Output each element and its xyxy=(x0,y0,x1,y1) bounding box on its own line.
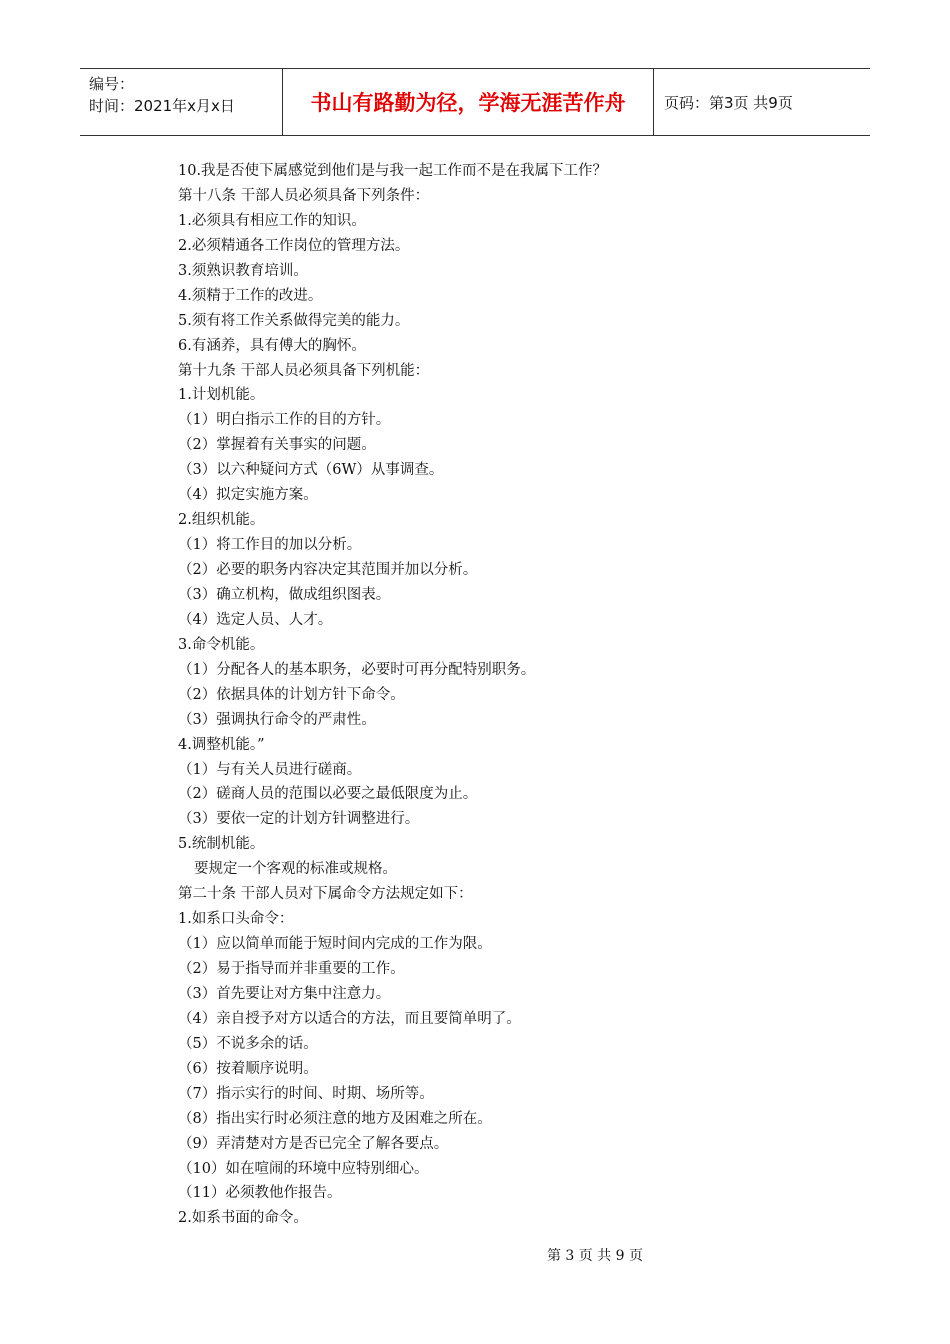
text-line: （1）分配各人的基本职务，必要时可再分配特别职务。 xyxy=(178,661,536,678)
text-line: （2）磋商人员的范围以必要之最低限度为止。 xyxy=(178,786,478,803)
header-slogan: 书山有路勤为径，学海无涯苦作舟 xyxy=(282,69,654,135)
text-line: （4）选定人员、人才。 xyxy=(178,611,333,628)
page-footer: 第 3 页 共 9 页 xyxy=(546,1248,644,1264)
text-line: （10）如在喧闹的环境中应特别细心。 xyxy=(178,1160,429,1177)
text-line: 2.必须精通各工作岗位的管理方法。 xyxy=(178,237,410,254)
text-line: （8）指出实行时必须注意的地方及困难之所在。 xyxy=(178,1110,492,1127)
text-line: （2）依据具体的计划方针下命令。 xyxy=(178,686,405,703)
text-line: （2）易于指导而并非重要的工作。 xyxy=(178,961,405,977)
text-line: 1.如系口头命令： xyxy=(178,911,294,928)
text-line: （5）不说多余的话。 xyxy=(178,1035,318,1052)
article-heading: 第二十条 干部人员对下属命令方法规定如下： xyxy=(178,886,473,903)
header-page-label: 页码：第3页 共9页 xyxy=(664,93,793,112)
text-line: （2）掌握着有关事实的问题。 xyxy=(178,437,376,454)
text-line: 4.调整机能。” xyxy=(178,736,265,753)
text-line: （3）强调执行命令的严肃性。 xyxy=(178,711,376,728)
text-line: （7）指示实行的时间、时期、场所等。 xyxy=(178,1085,434,1102)
text-line: 2.组织机能。 xyxy=(178,512,265,529)
document-time-label: 时间：2021年x月x日 xyxy=(89,97,235,115)
text-line: （2）必要的职务内容决定其范围并加以分析。 xyxy=(178,562,478,578)
document-body xyxy=(178,159,778,1231)
text-line: （4）亲自授予对方以适合的方法，而且要简单明了。 xyxy=(178,1010,521,1027)
text-line: 1.必须具有相应工作的知识。 xyxy=(178,212,366,229)
text-line: 3.命令机能。 xyxy=(178,636,265,653)
text-line: （11）必须教他作报告。 xyxy=(178,1185,342,1202)
text-line: （3）确立机构，做成组织图表。 xyxy=(178,586,391,603)
article-heading: 第十九条 干部人员必须具备下列机能： xyxy=(178,362,430,379)
text-line: （3）首先要让对方集中注意力。 xyxy=(178,985,391,1002)
text-line: （1）应以简单而能于短时间内完成的工作为限。 xyxy=(178,936,492,953)
text-line: 4.须精于工作的改进。 xyxy=(178,287,323,304)
text-line: 10.我是否使下属感觉到他们是与我一起工作而不是在我属下工作？ xyxy=(178,163,608,179)
text-line: （1）将工作目的加以分析。 xyxy=(178,537,362,554)
text-line: 5.须有将工作关系做得完美的能力。 xyxy=(178,312,410,329)
text-line: 6.有涵养，具有傅大的胸怀。 xyxy=(178,337,366,354)
text-line: 5.统制机能。 xyxy=(178,836,265,853)
text-line: （4）拟定实施方案。 xyxy=(178,487,318,504)
text-line: （3）以六种疑问方式（6W）从事调查。 xyxy=(178,462,444,479)
text-line: （9）弄清楚对方是否已完全了解各要点。 xyxy=(178,1135,449,1152)
text-line: 3.须熟识教育培训。 xyxy=(178,262,308,279)
text-line: 1.计划机能。 xyxy=(178,387,265,404)
text-line: （3）要依一定的计划方针调整进行。 xyxy=(178,811,420,828)
page-header xyxy=(80,68,870,136)
document-number-label: 编号： xyxy=(89,75,135,93)
text-line: （6）按着顺序说明。 xyxy=(178,1060,318,1077)
article-heading: 第十八条 干部人员必须具备下列条件： xyxy=(178,187,430,204)
text-line: 2.如系书面的命令。 xyxy=(178,1210,308,1227)
text-line: （1）与有关人员进行磋商。 xyxy=(178,761,362,778)
header-meta xyxy=(80,69,282,135)
text-line: （1）明白指示工作的目的方针。 xyxy=(178,412,391,429)
text-line: 要规定一个客观的标准或规格。 xyxy=(194,861,397,878)
